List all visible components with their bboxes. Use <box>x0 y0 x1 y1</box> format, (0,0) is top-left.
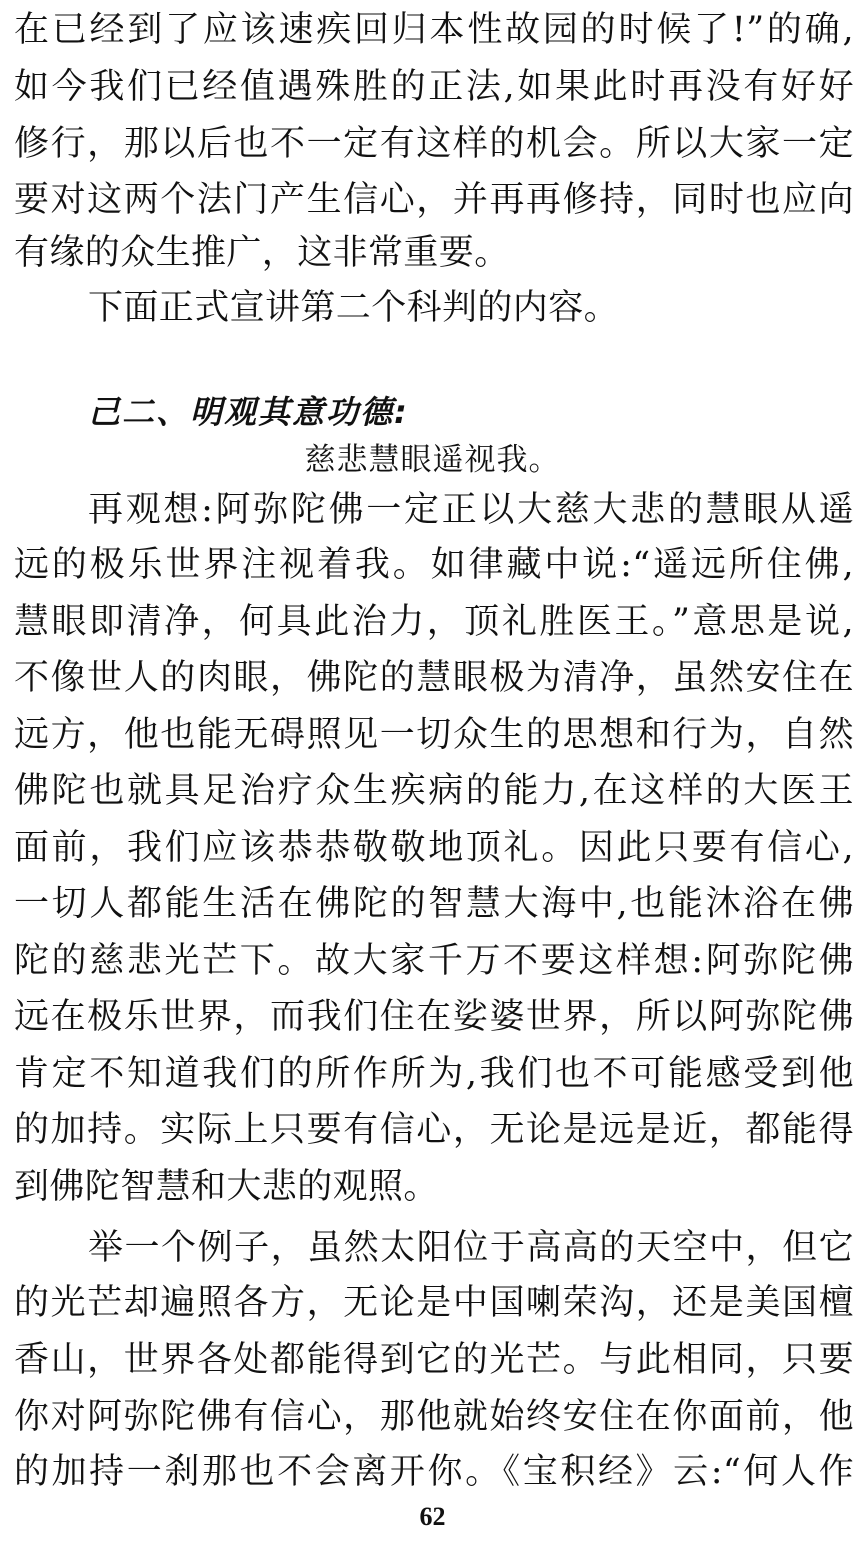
text-line: 的光芒却遍照各方，无论是中国喇荣沟，还是美国檀 <box>14 1283 854 1323</box>
text-line: 远在极乐世界，而我们住在娑婆世界，所以阿弥陀佛 <box>14 997 854 1037</box>
text-line: 肯定不知道我们的所作所为,我们也不可能感受到他 <box>14 1054 854 1094</box>
section-heading: 己二、明观其意功德: <box>88 393 409 431</box>
text-line: 再观想:阿弥陀佛一定正以大慈大悲的慧眼从遥 <box>88 490 854 530</box>
text-line: 在已经到了应该速疾回归本性故园的时候了!”的确, <box>14 10 854 50</box>
text-line: 陀的慈悲光芒下。故大家千万不要这样想:阿弥陀佛 <box>14 941 854 981</box>
text-line: 到佛陀智慧和大悲的观照。 <box>14 1167 439 1207</box>
text-line: 修行，那以后也不一定有这样的机会。所以大家一定 <box>14 124 854 164</box>
page-number: 62 <box>419 1502 446 1531</box>
text-line: 佛陀也就具足治疗众生疾病的能力,在这样的大医王 <box>14 771 854 811</box>
text-line: 下面正式宣讲第二个科判的内容。 <box>88 288 620 328</box>
text-line: 香山，世界各处都能得到它的光芒。与此相同，只要 <box>14 1340 854 1380</box>
text-line: 一切人都能生活在佛陀的智慧大海中,也能沐浴在佛 <box>14 884 854 924</box>
text-line: 要对这两个法门产生信心，并再再修持，同时也应向 <box>14 180 854 220</box>
text-line: 面前，我们应该恭恭敬敬地顶礼。因此只要有信心, <box>14 828 854 868</box>
verse-line: 慈悲慧眼遥视我。 <box>304 442 561 478</box>
text-line: 的加持。实际上只要有信心，无论是远是近，都能得 <box>14 1110 854 1150</box>
text-line: 举一个例子，虽然太阳位于高高的天空中，但它 <box>88 1228 854 1268</box>
text-line: 慧眼即清净，何具此治力，顶礼胜医王。”意思是说, <box>14 602 854 642</box>
text-line: 你对阿弥陀佛有信心，那他就始终安住在你面前，他 <box>14 1397 854 1437</box>
text-line: 不像世人的肉眼，佛陀的慧眼极为清净，虽然安住在 <box>14 658 854 698</box>
text-line: 如今我们已经值遇殊胜的正法,如果此时再没有好好 <box>14 67 854 107</box>
text-line: 远方，他也能无碍照见一切众生的思想和行为，自然 <box>14 715 854 755</box>
text-line: 有缘的众生推广，这非常重要。 <box>14 233 510 273</box>
text-line: 的加持一刹那也不会离开你。《宝积经》云:“何人作 <box>14 1452 854 1492</box>
text-line: 远的极乐世界注视着我。如律藏中说:“遥远所住佛, <box>14 545 854 585</box>
